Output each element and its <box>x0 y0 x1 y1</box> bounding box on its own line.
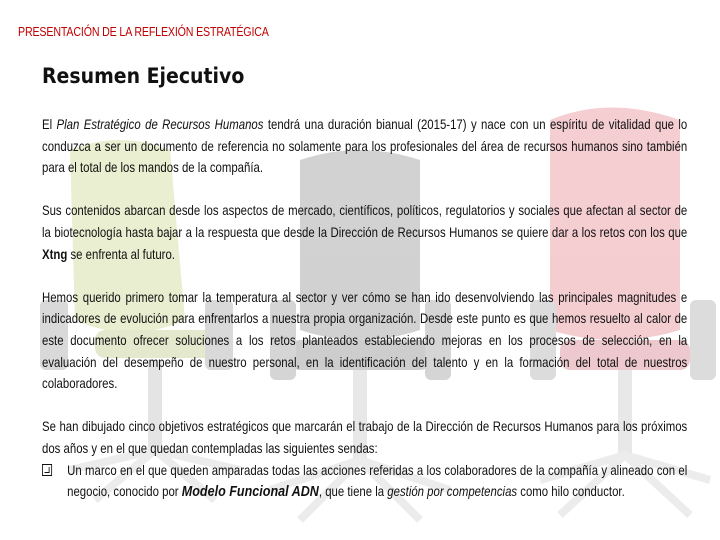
paragraph-approach: Hemos querido primero tomar la temperatura al sector y ver cómo se han ido desenvolviendo las principales magnitudes e indicadores de evolución para enfrentarlos a nuestra propia organización. Desde este punto es que hemos resuelto al calor de este documento ofrecer soluciones a los retos planteados estableciendo mejoras en los procesos de selección, en la evaluación del desempeño de nuestro personal, en la identificación del talento y en la formación del total de nuestros colaboradores. <box>42 289 688 392</box>
bullet-text: Un marco en el que queden amparadas todas las acciones referidas a los colaboradores de la compañía y alineado con el negocio, conocido por Modelo Funcional ADN, que tiene la gestión por competencias como hilo conductor. <box>67 462 688 501</box>
list-item <box>42 460 687 503</box>
paragraph-objectives: Se han dibujado cinco objetivos estratégicos que marcarán el trabajo de la Dirección de Recursos Humanos para los próximos dos años y en el que quedan contempladas las siguientes sendas: <box>42 419 688 456</box>
summary-body <box>42 114 687 503</box>
section-header-label: PRESENTACIÓN DE LA REFLEXIÓN ESTRATÉGICA <box>18 24 269 39</box>
company-name: Xtng <box>42 246 68 262</box>
paragraph-contents: Sus contenidos abarcan desde los aspectos de mercado, científicos, políticos, regulatorios y sociales que afectan al sector de la biotecnología hasta bajar a la respuesta que desde la Dirección de Recursos Humanos se quiere dar a los retos con los que Xtng se enfrenta al futuro. <box>42 203 688 262</box>
page-title: Resumen Ejecutivo <box>42 64 245 88</box>
paragraph-intro: El Plan Estratégico de Recursos Humanos tendrá una duración bianual (2015-17) y nace con un espíritu de vitalidad que lo conduzca a ser un documento de referencia no solamente para los profesionales del área de recursos humanos sino también para el total de los mandos de la compañía. <box>42 117 688 176</box>
checkbox-bullet-icon <box>42 464 52 476</box>
